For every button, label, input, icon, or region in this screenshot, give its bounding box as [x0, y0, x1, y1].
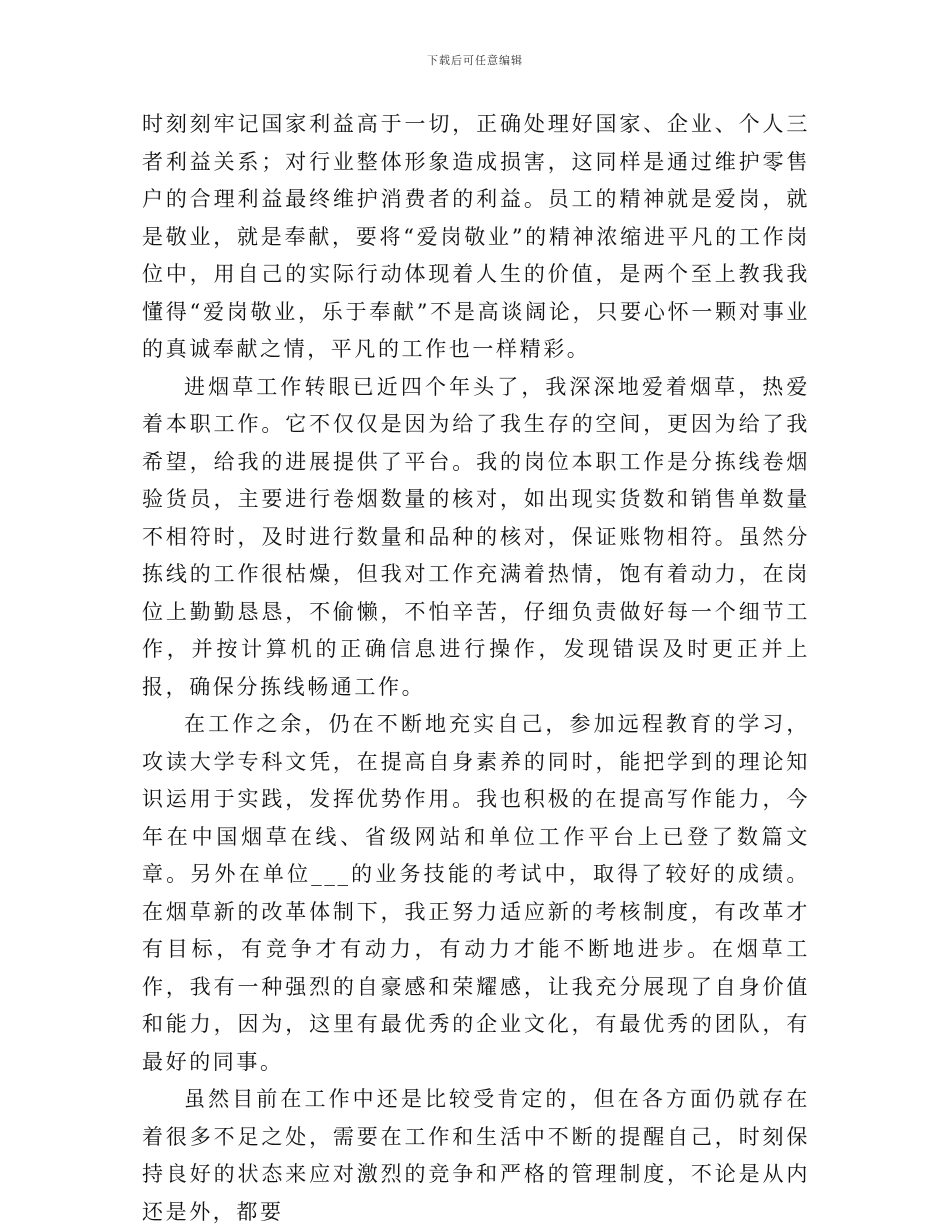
page-header: 下载后可任意编辑 [427, 54, 523, 67]
document-body [142, 106, 810, 1231]
paragraph-4: 虽然目前在工作中还是比较受肯定的，但在各方面仍就存在着很多不足之处，需要在工作和生活中不断的提醒自己，时刻保持良好的状态来应对激烈的竞争和严格的管理制度，不论是从内还是外，都要 [142, 1087, 810, 1224]
paragraph-3: 在工作之余，仍在不断地充实自己，参加远程教育的学习，攻读大学专科文凭，在提高自身素养的同时，能把学到的理论知识运用于实践，发挥优势作用。我也积极的在提高写作能力，今年在中国烟草在线、省级网站和单位工作平台上已登了数篇文章。另外在单位___的业务技能的考试中，取得了较好的成绩。在烟草新的改革体制下，我正努力适应新的考核制度，有改革才有目标，有竞争才有动力，有动力才能不断地进步。在烟草工作，我有一种强烈的自豪感和荣耀感，让我充分展现了自身价值和能力，因为，这里有最优秀的企业文化，有最优秀的团队，有最好的同事。 [142, 712, 810, 1074]
paragraph-2: 进烟草工作转眼已近四个年头了，我深深地爱着烟草，热爱着本职工作。它不仅仅是因为给了我生存的空间，更因为给了我希望，给我的进展提供了平台。我的岗位本职工作是分拣线卷烟验货员，主要进行卷烟数量的核对，如出现实货数和销售单数量不相符时，及时进行数量和品种的核对，保证账物相符。虽然分拣线的工作很枯燥，但我对工作充满着热情，饱有着动力，在岗位上勤勤恳恳，不偷懒，不怕辛苦，仔细负责做好每一个细节工作，并按计算机的正确信息进行操作，发现错误及时更正并上报，确保分拣线畅通工作。 [142, 374, 810, 699]
paragraph-1: 时刻刻牢记国家利益高于一切，正确处理好国家、企业、个人三者利益关系；对行业整体形象造成损害，这同样是通过维护零售户的合理利益最终维护消费者的利益。员工的精神就是爱岗，就是敬业，就是奉献，要将“爱岗敬业”的精神浓缩进平凡的工作岗位中，用自己的实际行动体现着人生的价值，是两个至上教我我懂得“爱岗敬业，乐于奉献”不是高谈阔论，只要心怀一颗对事业的真诚奉献之情，平凡的工作也一样精彩。 [142, 112, 810, 361]
